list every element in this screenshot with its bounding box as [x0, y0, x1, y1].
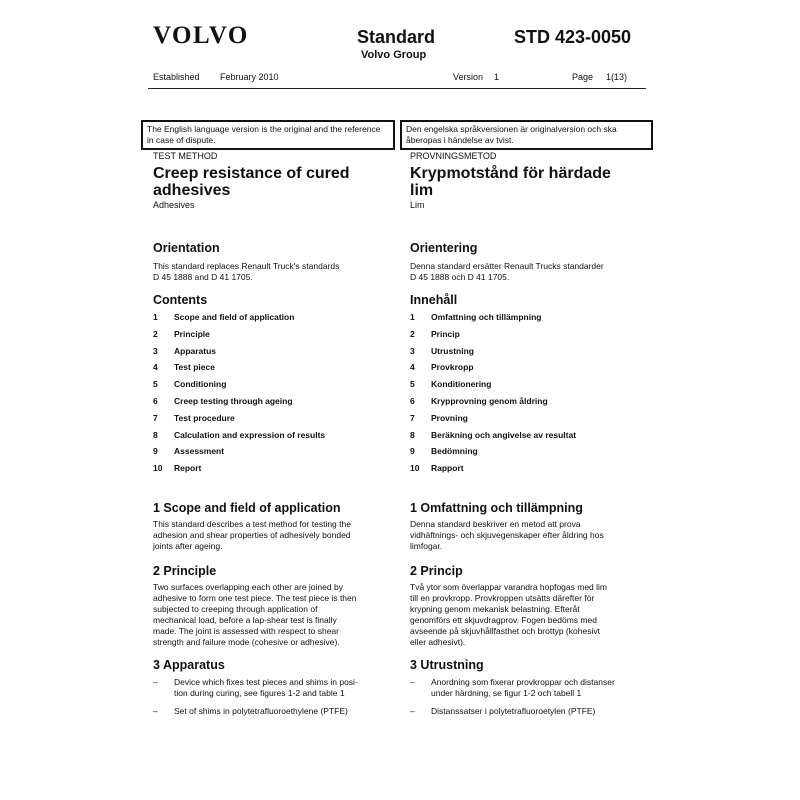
toc-label: Omfattning och tillämpning	[431, 312, 542, 322]
left-column	[153, 151, 393, 717]
toc-label: Creep testing through ageing	[174, 395, 293, 406]
toc-item[interactable]	[153, 376, 393, 393]
section-2-text	[410, 582, 650, 648]
orientation-heading: Orientering	[410, 241, 478, 255]
orientation-text	[410, 261, 650, 283]
toc-label: Conditioning	[174, 379, 227, 390]
text-line: This standard describes a test method for testing the	[153, 518, 351, 529]
section-3-list	[153, 677, 393, 717]
toc-item[interactable]	[410, 443, 650, 460]
dash-bullet: –	[153, 676, 158, 687]
volvo-logo: VOLVO	[153, 22, 249, 49]
toc-number: 3	[153, 345, 158, 356]
dash-bullet: –	[410, 705, 415, 716]
toc-number: 2	[410, 328, 415, 339]
toc-number: 1	[153, 312, 158, 322]
header-divider	[148, 88, 646, 89]
text-line: Anordning som fixerar provkroppar och distanser	[431, 676, 615, 687]
text-line: limfogar.	[410, 540, 443, 551]
toc-item[interactable]	[153, 460, 393, 477]
toc-number: 7	[153, 412, 158, 423]
text-line: krypning genom mekanisk belastning. Efteråt	[410, 603, 580, 614]
list-item	[410, 706, 650, 717]
toc-number: 3	[410, 345, 415, 356]
orientation-text	[153, 261, 393, 283]
toc-label: Krypprovning genom åldring	[431, 395, 548, 406]
text-line: Two surfaces overlapping each other are joined by	[153, 581, 343, 592]
text-line: adhesion and shear properties of adhesively bonded	[153, 529, 351, 540]
text-line: made. The joint is assessed with respect to shear	[153, 625, 339, 636]
title-line-2: adhesives	[153, 182, 231, 199]
page-value: 1(13)	[606, 72, 628, 82]
text-line: strength and failure mode (cohesive or adhesive).	[153, 636, 340, 647]
section-3-heading: 3 Utrustning	[410, 657, 484, 672]
section-1-text	[153, 519, 393, 552]
category-label: TEST METHOD	[153, 151, 218, 161]
text-line: till en provkropp. Provkroppen utsätts därefter för	[410, 592, 595, 603]
text-line: Set of shims in polytetrafluoroethylene (PTFE)	[174, 705, 348, 716]
text-line: genomförs ett skjuvdragprov. Fogen bedöms med	[410, 614, 597, 625]
dash-bullet: –	[153, 705, 158, 716]
right-column	[410, 151, 650, 717]
text-line: Denna standard beskriver en metod att prova	[410, 518, 581, 529]
toc-item[interactable]	[410, 359, 650, 376]
text-line: subjected to creeping through application of	[153, 603, 318, 614]
toc-label: Utrustning	[431, 345, 474, 356]
toc-item[interactable]	[410, 376, 650, 393]
notice-box-english: The English language version is the original and the reference in case of dispute.	[141, 120, 395, 150]
section-2-heading: 2 Principle	[153, 563, 217, 578]
toc-item[interactable]	[410, 309, 650, 326]
toc-item[interactable]	[153, 427, 393, 444]
contents-heading: Contents	[153, 293, 208, 307]
toc-number: 10	[410, 463, 420, 474]
toc-item[interactable]	[153, 393, 393, 410]
text-line: under härdning, se figur 1-2 och tabell 1	[431, 687, 582, 698]
dash-bullet: –	[410, 676, 415, 687]
table-of-contents	[153, 309, 393, 477]
toc-number: 2	[153, 328, 158, 339]
toc-label: Konditionering	[431, 379, 492, 390]
toc-label: Apparatus	[174, 345, 217, 356]
toc-item[interactable]	[410, 427, 650, 444]
title-line-1: Krypmotstånd för härdade	[410, 165, 611, 182]
toc-label: Calculation and expression of results	[174, 429, 326, 440]
toc-item[interactable]	[153, 443, 393, 460]
table-of-contents	[410, 309, 650, 477]
toc-label: Rapport	[431, 463, 464, 474]
version-label: Version	[453, 72, 484, 82]
orientation-line: This standard replaces Renault Truck's standards	[153, 261, 340, 271]
document-title	[410, 165, 650, 199]
toc-item[interactable]	[410, 326, 650, 343]
toc-number: 8	[410, 429, 415, 440]
toc-item[interactable]	[153, 410, 393, 427]
title-line-2: lim	[410, 182, 434, 199]
orientation-line: Denna standard ersätter Renault Trucks standarder	[410, 261, 604, 271]
list-item	[153, 706, 393, 717]
document-subtitle: Adhesives	[153, 200, 195, 210]
orientation-line: D 45 1888 and D 41 1705.	[153, 272, 253, 282]
toc-label: Provning	[431, 412, 468, 423]
toc-item[interactable]	[153, 309, 393, 326]
toc-label: Report	[174, 463, 202, 474]
document-subtitle: Lim	[410, 200, 425, 210]
toc-number: 6	[410, 395, 415, 406]
toc-label: Princip	[431, 328, 460, 339]
text-line: eller adhesivt).	[410, 636, 466, 647]
toc-number: 9	[410, 446, 415, 457]
text-line: joints after ageing.	[153, 540, 223, 551]
toc-number: 4	[153, 362, 158, 373]
toc-number: 5	[153, 379, 158, 390]
section-3-list	[410, 677, 650, 717]
toc-number: 8	[153, 429, 158, 440]
text-line: avseende på skjuvhållfasthet och brottyp (kohesivt	[410, 625, 600, 636]
toc-item[interactable]	[410, 460, 650, 477]
orientation-line: D 45 1888 och D 41 1705.	[410, 272, 510, 282]
toc-label: Scope and field of application	[174, 312, 295, 322]
toc-label: Bedömning	[431, 446, 478, 457]
established-date: February 2010	[220, 72, 279, 82]
section-1-heading: 1 Omfattning och tillämpning	[410, 500, 583, 515]
title-line-1: Creep resistance of cured	[153, 165, 350, 182]
text-line: Distanssatser i polytetrafluoroetylen (PTFE)	[431, 705, 596, 716]
orientation-heading: Orientation	[153, 241, 220, 255]
toc-number: 9	[153, 446, 158, 457]
toc-number: 7	[410, 412, 415, 423]
toc-item[interactable]	[153, 343, 393, 360]
toc-number: 1	[410, 312, 415, 322]
section-1-heading: 1 Scope and field of application	[153, 500, 341, 515]
toc-number: 4	[410, 362, 415, 373]
standard-number: STD 423-0050	[514, 27, 632, 47]
established-label: Established	[153, 72, 200, 82]
version-value: 1	[494, 72, 500, 82]
toc-label: Provkropp	[431, 362, 474, 373]
organization: Volvo Group	[361, 49, 427, 61]
toc-number: 5	[410, 379, 415, 390]
section-3-heading: 3 Apparatus	[153, 657, 225, 672]
notice-box-swedish: Den engelska språkversionen är originalversion och ska åberopas i händelse av tvist.	[400, 120, 653, 150]
toc-label: Assessment	[174, 446, 225, 457]
page-label: Page	[572, 72, 594, 82]
text-line: mechanical load, before a lap-shear test is finally	[153, 614, 337, 625]
list-item	[410, 677, 650, 699]
toc-item[interactable]	[410, 343, 650, 360]
list-item	[153, 677, 393, 699]
doc-type: Standard	[357, 27, 436, 47]
toc-number: 10	[153, 463, 163, 474]
toc-item[interactable]	[153, 359, 393, 376]
category-label: PROVNINGSMETOD	[410, 151, 497, 161]
section-2-heading: 2 Princip	[410, 563, 463, 578]
section-1-text	[410, 519, 650, 552]
toc-label: Test procedure	[174, 412, 235, 423]
text-line: Device which fixes test pieces and shims in posi-	[174, 676, 358, 687]
text-line: Två ytor som överlappar varandra hopfogas med lim	[410, 581, 608, 592]
toc-label: Test piece	[174, 362, 215, 373]
text-line: adhesive to form one test piece. The test piece is then	[153, 592, 357, 603]
toc-number: 6	[153, 395, 158, 406]
toc-item[interactable]	[410, 410, 650, 427]
document-title	[153, 165, 393, 199]
toc-label: Principle	[174, 328, 210, 339]
section-2-text	[153, 582, 393, 648]
toc-item[interactable]	[410, 393, 650, 410]
text-line: vidhäftnings- och skjuvegenskaper efter åldring hos	[410, 529, 604, 540]
toc-label: Beräkning och angivelse av resultat	[431, 429, 577, 440]
contents-heading: Innehåll	[410, 293, 458, 307]
toc-item[interactable]	[153, 326, 393, 343]
text-line: tion during curing, see figures 1-2 and table 1	[174, 687, 345, 698]
